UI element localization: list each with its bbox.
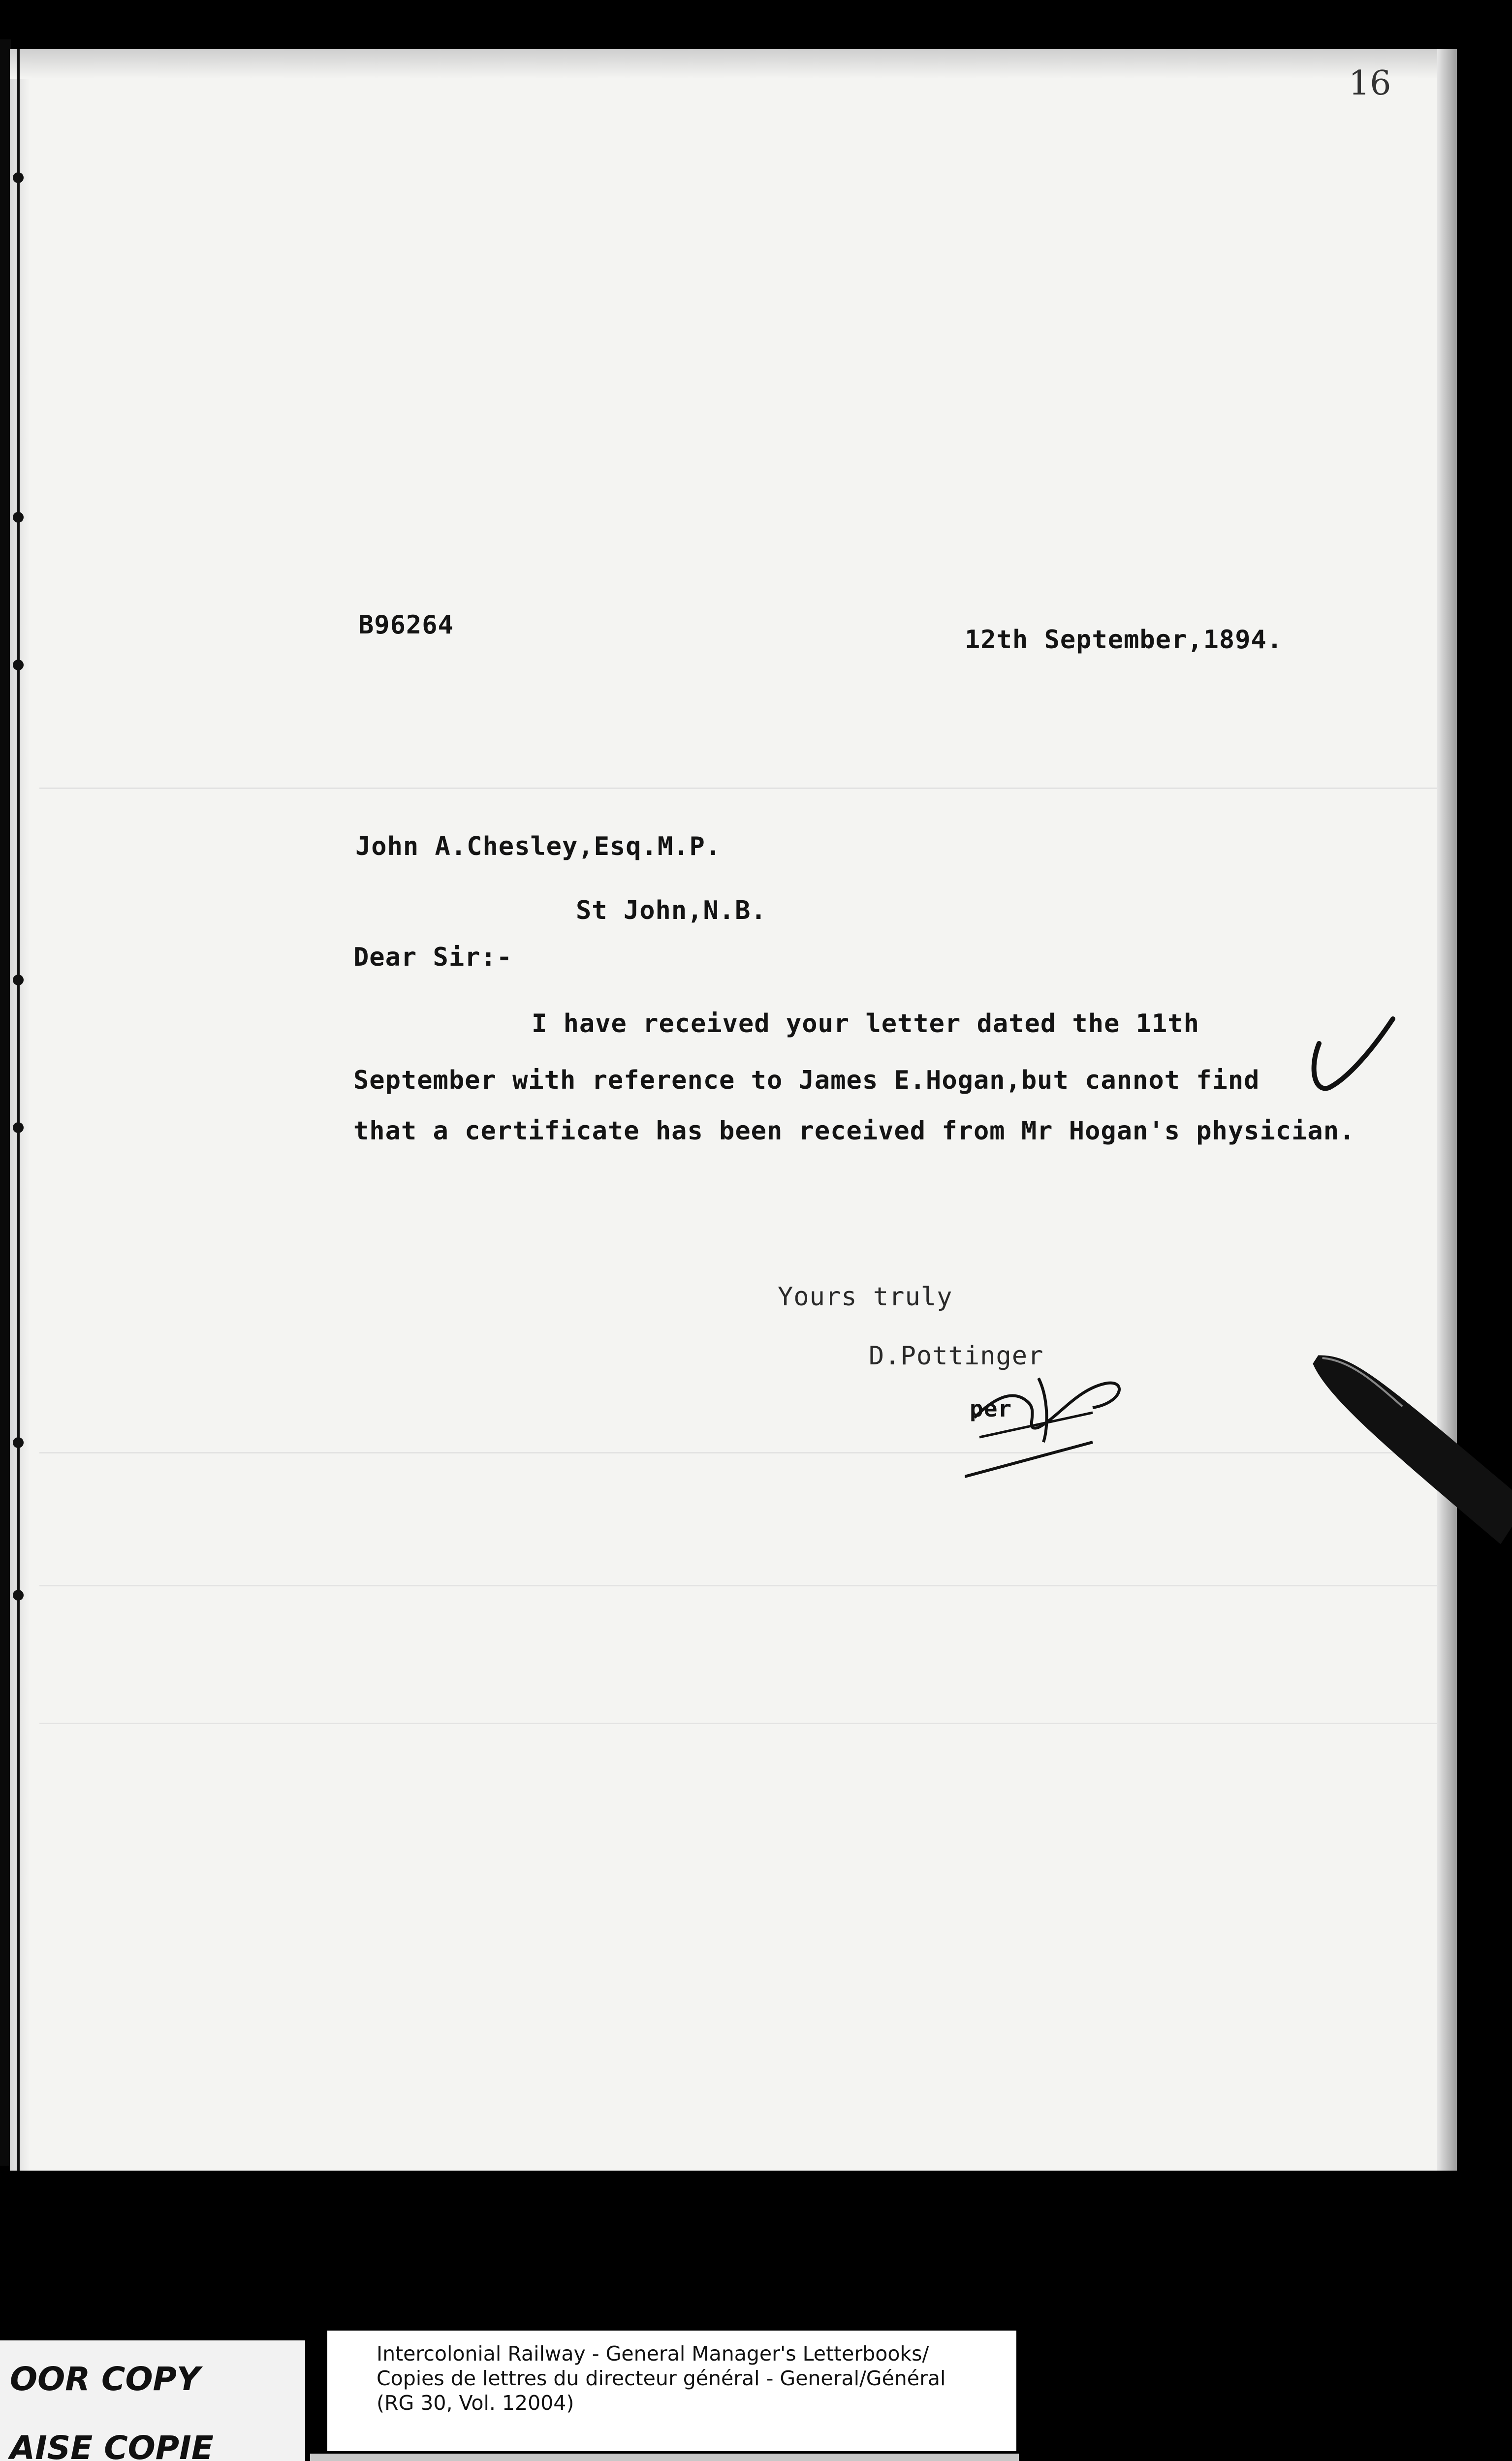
faint-rule [39,1723,1437,1724]
letter-page [10,49,1457,2171]
binding-hole [13,1437,24,1448]
poor-copy-english: OOR COPY [10,2360,200,2398]
archive-label-line: Intercolonial Railway - General Manager's Letterbooks/ [377,2342,929,2366]
letter-date: 12th September,1894. [965,625,1283,655]
binding-hole [13,660,24,670]
archive-label [327,2331,1016,2451]
faint-rule [39,1585,1437,1586]
body-line: September with reference to James E.Hogan,but cannot find [353,1066,1260,1095]
archive-label-line: Copies de lettres du directeur général - General/Général [377,2366,946,2390]
checkmark [1304,1014,1403,1098]
handwritten-signature [965,1358,1142,1486]
binding-thread [17,49,20,2171]
faint-rule [39,1452,1437,1453]
binding-strip [0,39,11,2166]
binding-hole [13,1122,24,1133]
signer-name: D.Pottinger [869,1341,1044,1371]
binding-hole [13,1590,24,1601]
body-line: I have received your letter dated the 11th [532,1009,1199,1039]
poor-copy-label [0,2340,305,2461]
body-line: that a certificate has been received from Mr Hogan's physician. [353,1116,1355,1146]
faint-rule [39,788,1437,789]
salutation: Dear Sir:- [353,943,513,972]
reference-number: B96264 [358,610,454,640]
page-edge-right [1437,49,1457,2171]
page-number: 16 [1349,64,1391,103]
closing: Yours truly [778,1282,953,1312]
binding-hole [13,975,24,985]
per-text: per [970,1395,1012,1422]
page-shadow-left [10,49,30,2171]
public-archives-stamp [310,2454,1019,2461]
binding-hole [13,172,24,183]
binding-hole [13,512,24,523]
recipient-name: John A.Chesley,Esq.M.P. [355,832,722,861]
recipient-place: St John,N.B. [576,896,767,925]
page-shadow-top [10,49,1457,79]
archive-label-line: (RG 30, Vol. 12004) [377,2391,574,2415]
poor-copy-french: AISE COPIE [10,2429,214,2461]
